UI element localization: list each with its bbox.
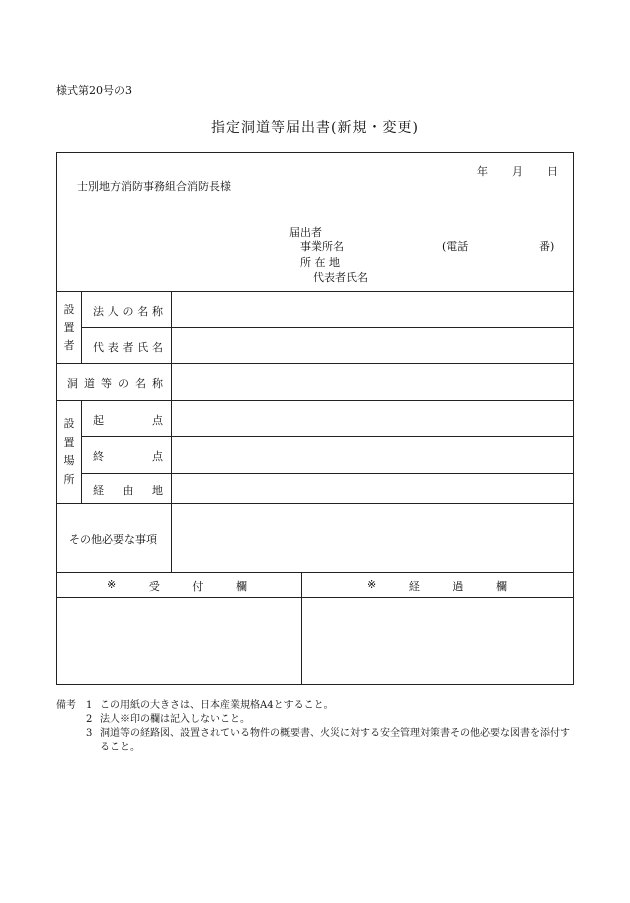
phone-open-label: (電話 — [442, 240, 469, 253]
via-point-field[interactable] — [172, 474, 572, 503]
rule-location-group — [81, 400, 82, 503]
form-table — [56, 152, 574, 685]
reception-field — [58, 598, 300, 684]
corp-name-label: 法 人 の 名 称 — [93, 305, 163, 318]
date-month-label: 月 — [512, 165, 523, 178]
note-text: この用紙の大きさは、日本産業規格A4とすること。 — [100, 700, 334, 711]
via-point-label: 経 由 地 — [93, 484, 163, 497]
end-point-field[interactable] — [172, 437, 572, 473]
start-point-field[interactable] — [172, 401, 572, 436]
date-day-label: 日 — [547, 165, 558, 178]
note-number: 1 — [86, 700, 93, 711]
rule-installer-group — [81, 291, 82, 363]
other-items-label: その他必要な事項 — [69, 533, 157, 546]
office-name-label: 事業所名 — [300, 240, 344, 253]
rep-name-label: 代 表 者 氏 名 — [93, 341, 163, 354]
location-group-label: 設 置 場 所 — [63, 417, 75, 486]
addressee: 士別地方消防事務組合消防長様 — [77, 180, 231, 193]
address-label: 所 在 地 — [300, 256, 340, 269]
progress-column-header: ※ 経 過 欄 — [367, 578, 507, 593]
tunnel-name-label: 洞 道 等 の 名 称 — [67, 377, 163, 390]
applicant-label: 届出者 — [289, 226, 322, 239]
notes-section — [56, 699, 576, 755]
notes-label: 備考 — [56, 700, 76, 711]
progress-field — [302, 598, 572, 684]
end-point-label: 終 点 — [93, 450, 163, 463]
note-number: 3 — [86, 728, 93, 739]
reception-column-header: ※ 受 付 欄 — [107, 578, 247, 593]
rep-name-field[interactable] — [172, 328, 572, 363]
page-title: 指定洞道等届出書(新規・変更) — [211, 120, 419, 136]
corp-name-field[interactable] — [172, 292, 572, 327]
form-number: 様式第20号の3 — [56, 84, 132, 97]
note-text: 法人※印の欄は記入しないこと。 — [100, 714, 250, 725]
start-point-label: 起 点 — [93, 414, 163, 427]
representative-label: 代表者氏名 — [313, 271, 368, 284]
note-number: 2 — [86, 714, 93, 725]
installer-group-label: 設 置 者 — [63, 303, 75, 352]
note-text: 洞道等の経路図、設置されている物件の概要書、火災に対する安全管理対策書その他必要な図書を添付すること。 — [100, 728, 570, 753]
phone-close-label: 番) — [539, 240, 555, 253]
date-year-label: 年 — [477, 165, 488, 178]
tunnel-name-field[interactable] — [172, 364, 572, 400]
other-items-field[interactable] — [172, 504, 572, 572]
rule-other-bottom — [57, 572, 573, 573]
